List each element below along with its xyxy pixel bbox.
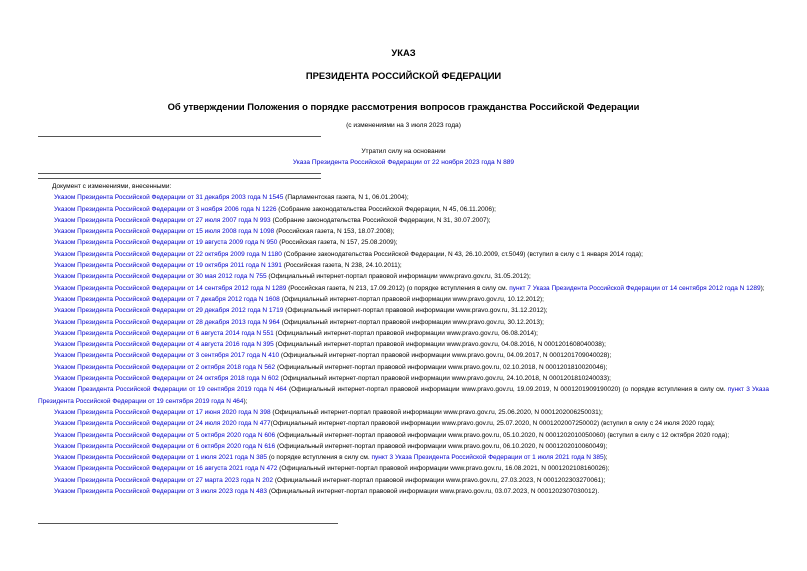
decree-link[interactable]: Указом Президента Российской Федерации от 4 августа 2016 года N 395 <box>54 341 274 349</box>
decree-link[interactable]: Указом Президента Российской Федерации от 19 августа 2009 года N 950 <box>54 239 278 247</box>
list-item <box>38 237 769 248</box>
entry-into-force-link[interactable]: пункт 3 Указа Президента Российской Федерации от 1 июля 2021 года N 385 <box>371 454 604 462</box>
publication-info-tail: ); <box>760 284 765 292</box>
document-type-heading: УКАЗ <box>391 47 416 58</box>
list-item <box>38 260 769 271</box>
publication-info: (Официальный интернет-портал правовой информации www.pravo.gov.ru, 25.06.2020, N 0001202006250031); <box>270 408 603 416</box>
list-item <box>38 418 769 429</box>
publication-info: (Официальный интернет-портал правовой информации www.pravo.gov.ru, 16.08.2021, N 0001202108160026); <box>277 465 610 473</box>
decree-link[interactable]: Указом Президента Российской Федерации от 28 декабря 2013 года N 964 <box>54 318 280 326</box>
publication-info: (Официальный интернет-портал правовой информации www.pravo.gov.ru, 31.12.2012); <box>283 307 548 315</box>
separator-line <box>38 523 338 524</box>
publication-info: (Российская газета, N 157, 25.08.2009); <box>277 239 398 247</box>
publication-info: (Российская газета, N 213, 17.09.2012) (о порядке вступления в силу см. <box>286 284 510 292</box>
publication-info: (Официальный интернет-портал правовой информации www.pravo.gov.ru, 10.12.2012); <box>279 295 544 303</box>
publication-info: (Парламентская газета, N 1, 06.01.2004); <box>283 194 409 202</box>
list-item <box>38 294 769 305</box>
list-item <box>38 441 769 452</box>
list-item <box>38 192 769 203</box>
amendments-intro: Документ с изменениями, внесенными: <box>52 183 172 190</box>
decree-link[interactable]: Указом Президента Российской Федерации от 29 декабря 2012 года N 1719 <box>54 307 284 315</box>
publication-info: (Официальный интернет-портал правовой информации www.pravo.gov.ru, 05.10.2020, N 0001202010050060) (вступил в силу с 12 октября 2020 года); <box>275 431 730 439</box>
decree-link[interactable]: Указом Президента Российской Федерации от 24 июля 2020 года N 477 <box>54 420 271 428</box>
list-item <box>38 339 769 350</box>
list-item <box>38 204 769 215</box>
list-item <box>38 271 769 282</box>
publication-info: (Российская газета, N 153, 18.07.2008); <box>274 228 395 236</box>
decree-link[interactable]: Указом Президента Российской Федерации от 2 октября 2018 года N 562 <box>54 363 276 371</box>
list-item <box>38 452 769 463</box>
separator-line <box>38 178 321 179</box>
separator-line <box>38 136 321 137</box>
list-item <box>38 328 769 339</box>
decree-link[interactable]: Указом Президента Российской Федерации от 15 июля 2008 года N 1098 <box>54 228 275 236</box>
publication-info: (Официальный интернет-портал правовой информации www.pravo.gov.ru, 04.08.2016, N 0001201608040038); <box>273 341 606 349</box>
publication-info: (Собрание законодательства Российской Федерации, N 43, 26.10.2009, ст.5049) (вступил в силу с 1 января 2014 года); <box>281 250 643 258</box>
publication-info: (Официальный интернет-портал правовой информации www.pravo.gov.ru, 03.07.2023, N 0001202307030012). <box>267 488 600 496</box>
decree-link[interactable]: Указом Президента Российской Федерации от 16 августа 2021 года N 472 <box>54 465 278 473</box>
publication-info: (Собрание законодательства Российской Федерации, N 31, 30.07.2007); <box>270 216 491 224</box>
list-item <box>38 384 769 407</box>
publication-info-tail: ); <box>603 454 608 462</box>
decree-link[interactable]: Указом Президента Российской Федерации от 27 марта 2023 года N 202 <box>54 476 274 484</box>
list-item <box>38 249 769 260</box>
revision-note: (с изменениями на 3 июля 2023 года) <box>346 122 461 129</box>
issuer-heading: ПРЕЗИДЕНТА РОССИЙСКОЙ ФЕДЕРАЦИИ <box>305 70 502 81</box>
list-item <box>38 305 769 316</box>
decree-link[interactable]: Указом Президента Российской Федерации от 5 октября 2020 года N 606 <box>54 431 276 439</box>
decree-link[interactable]: Указом Президента Российской Федерации от 17 июня 2020 года N 398 <box>54 408 271 416</box>
decree-link[interactable]: Указом Президента Российской Федерации от 24 октября 2018 года N 602 <box>54 375 279 383</box>
list-item <box>38 226 769 237</box>
decree-link[interactable]: Указом Президента Российской Федерации от 1 июля 2021 года N 385 <box>54 454 268 462</box>
decree-link[interactable]: Указом Президента Российской Федерации от 3 ноября 2006 года N 1226 <box>54 205 277 213</box>
decree-link[interactable]: Указом Президента Российской Федерации от 19 октября 2011 года N 1391 <box>54 262 282 270</box>
list-item <box>38 430 769 441</box>
publication-info: (Официальный интернет-портал правовой информации www.pravo.gov.ru, 31.05.2012); <box>266 273 531 281</box>
list-item <box>38 407 769 418</box>
decree-link[interactable]: Указом Президента Российской Федерации от 3 сентября 2017 года N 410 <box>54 352 280 360</box>
amendments-list <box>38 181 769 497</box>
list-item <box>38 350 769 361</box>
publication-info: (Официальный интернет-портал правовой информации www.pravo.gov.ru, 27.03.2023, N 0001202303270061); <box>273 476 606 484</box>
entry-into-force-link[interactable]: пункт 7 Указа Президента Российской Федерации от 14 сентября 2012 года N 1289 <box>509 284 761 292</box>
entry-into-force-link[interactable]: пункт 3 Указа Президента Российской Федерации от 19 сентября 2019 года N 464 <box>38 386 769 405</box>
publication-info: (Официальный интернет-портал правовой информации www.pravo.gov.ru, 06.08.2014); <box>273 329 538 337</box>
separator-line <box>38 173 321 174</box>
decree-link[interactable]: Указом Президента Российской Федерации от 6 августа 2014 года N 551 <box>54 329 274 337</box>
decree-link[interactable]: Указом Президента Российской Федерации от 19 сентября 2019 года N 464 <box>54 386 287 394</box>
list-item <box>38 463 769 474</box>
decree-link[interactable]: Указом Президента Российской Федерации от 3 июля 2023 года N 483 <box>54 488 268 496</box>
list-item <box>38 362 769 373</box>
document-title: Об утверждении Положения о порядке рассмотрения вопросов гражданства Российской Федерации <box>167 101 640 112</box>
publication-info: (Официальный интернет-портал правовой информации www.pravo.gov.ru, 04.09.2017, N 0001201709040028); <box>279 352 612 360</box>
publication-info: (Официальный интернет-портал правовой информации www.pravo.gov.ru, 02.10.2018, N 0001201810020046); <box>275 363 608 371</box>
decree-link[interactable]: Указом Президента Российской Федерации от 31 декабря 2003 года N 1545 <box>54 194 284 202</box>
list-item <box>38 317 769 328</box>
list-item <box>38 283 769 294</box>
decree-link[interactable]: Указом Президента Российской Федерации от 27 июля 2007 года N 993 <box>54 216 271 224</box>
list-item <box>38 475 769 486</box>
lost-force-label: Утратил силу на основании <box>361 148 446 155</box>
publication-info: (Официальный интернет-портал правовой информации www.pravo.gov.ru, 30.12.2013); <box>279 318 544 326</box>
publication-info: (Официальный интернет-портал правовой информации www.pravo.gov.ru, 19.09.2019, N 0001201909190020) (о порядке вступления в силу см. <box>286 386 728 394</box>
publication-info: (Собрание законодательства Российской Федерации, N 45, 06.11.2006); <box>276 205 496 213</box>
publication-info: (Официальный интернет-портал правовой информации www.pravo.gov.ru, 06.10.2020, N 0001202010060049); <box>275 442 608 450</box>
lost-force-link[interactable]: Указа Президента Российской Федерации от 22 ноября 2023 года N 889 <box>292 159 515 166</box>
publication-info: (Официальный интернет-портал правовой информации www.pravo.gov.ru, 24.10.2018, N 0001201810240033); <box>278 375 611 383</box>
publication-info: (Российская газета, N 238, 24.10.2011); <box>281 262 402 270</box>
publication-info: (о порядке вступления в силу см. <box>267 454 372 462</box>
list-item <box>38 215 769 226</box>
decree-link[interactable]: Указом Президента Российской Федерации от 22 октября 2009 года N 1180 <box>54 250 282 258</box>
decree-link[interactable]: Указом Президента Российской Федерации от 30 мая 2012 года N 755 <box>54 273 267 281</box>
decree-link[interactable]: Указом Президента Российской Федерации от 14 сентября 2012 года N 1289 <box>54 284 287 292</box>
list-item <box>38 373 769 384</box>
decree-link[interactable]: Указом Президента Российской Федерации от 6 октября 2020 года N 616 <box>54 442 276 450</box>
decree-link[interactable]: Указом Президента Российской Федерации от 7 декабря 2012 года N 1608 <box>54 295 280 303</box>
publication-info: (Официальный интернет-портал правовой информации www.pravo.gov.ru, 25.07.2020, N 0001202007250002) (вступил в силу с 24 июля 2020 года); <box>270 420 715 428</box>
list-item <box>38 486 769 497</box>
publication-info-tail: ); <box>243 397 248 405</box>
